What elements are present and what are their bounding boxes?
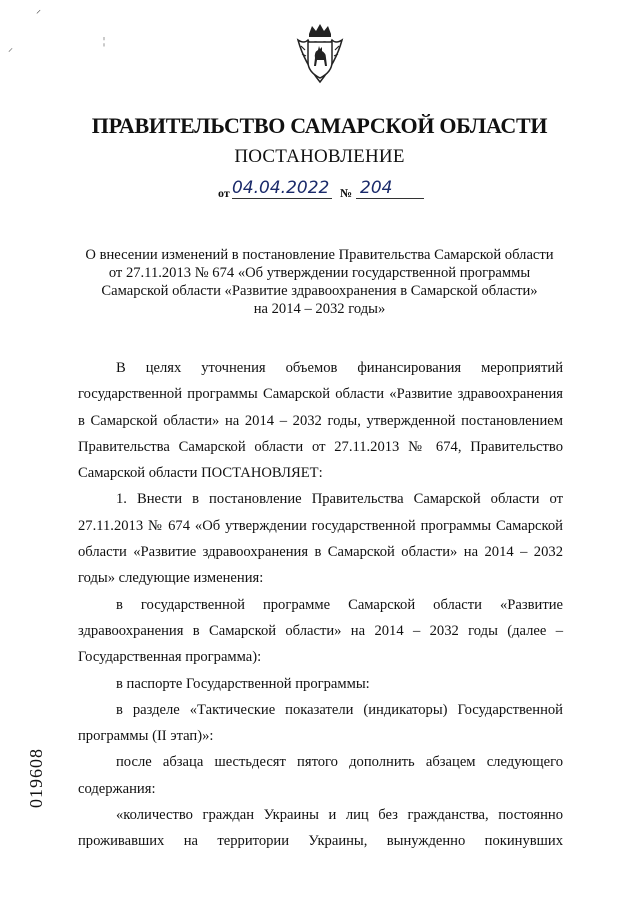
body-paragraph: «количество граждан Украины и лиц без гражданства, постоянно проживавших на территории Украины, вынужденно покинувших bbox=[78, 807, 563, 850]
date-underline bbox=[232, 198, 332, 199]
date-prefix: от bbox=[218, 186, 230, 200]
government-title: ПРАВИТЕЛЬСТВО САМАРСКОЙ ОБЛАСТИ bbox=[91, 113, 548, 138]
scan-mark: ¦ bbox=[103, 36, 106, 47]
samara-coat-of-arms-icon bbox=[296, 22, 344, 84]
handwritten-number: 204 bbox=[360, 178, 393, 198]
scan-mark: ⸝ bbox=[8, 43, 13, 54]
body-paragraph: в паспорте Государственной программы: bbox=[116, 675, 370, 692]
number-underline bbox=[356, 198, 424, 199]
body-paragraph: в разделе «Тактические показатели (индикаторы) Государственной программы (II этап)»: bbox=[78, 701, 563, 745]
subject-line: О внесении изменений в постановление Правительства Самарской области bbox=[85, 247, 554, 263]
subject-line: на 2014 – 2032 годы» bbox=[253, 301, 386, 317]
body-paragraph: В целях уточнения объемов финансирования мероприятий государственной программы Самарской области «Развитие здравоохранения в Самарской области» на 2014 – 2032 годы, утвержденной постановлением Правительства Самарской области от 27.11.2013 № 674, Правительство Самарской области ПОСТАНОВЛЯЕТ: bbox=[78, 360, 563, 482]
subject-line: Самарской области «Развитие здравоохранения в Самарской области» bbox=[101, 283, 538, 299]
handwritten-date: 04.04.2022 bbox=[232, 178, 330, 198]
number-prefix: № bbox=[340, 186, 353, 200]
margin-serial-number: 019608 bbox=[26, 748, 46, 808]
document-type: ПОСТАНОВЛЕНИЕ bbox=[234, 146, 405, 167]
subject-line: от 27.11.2013 № 674 «Об утверждении государственной программы bbox=[108, 265, 531, 281]
date-number-line bbox=[218, 178, 428, 204]
body-paragraph: в государственной программе Самарской области «Развитие здравоохранения в Самарской области» на 2014 – 2032 годы (далее – Государственная программа): bbox=[78, 596, 563, 666]
body-paragraph: после абзаца шестьдесят пятого дополнить абзацем следующего содержания: bbox=[78, 754, 563, 797]
body-paragraph: 1. Внести в постановление Правительства Самарской области от 27.11.2013 № 674 «Об утверждении государственной программы Самарской области «Развитие здравоохранения в Самарской области» на 2014 – 2032 годы» следующие изменения: bbox=[78, 491, 563, 587]
document-subject bbox=[40, 246, 599, 318]
document-body bbox=[78, 355, 563, 855]
scan-mark: ⸍ bbox=[36, 9, 41, 20]
